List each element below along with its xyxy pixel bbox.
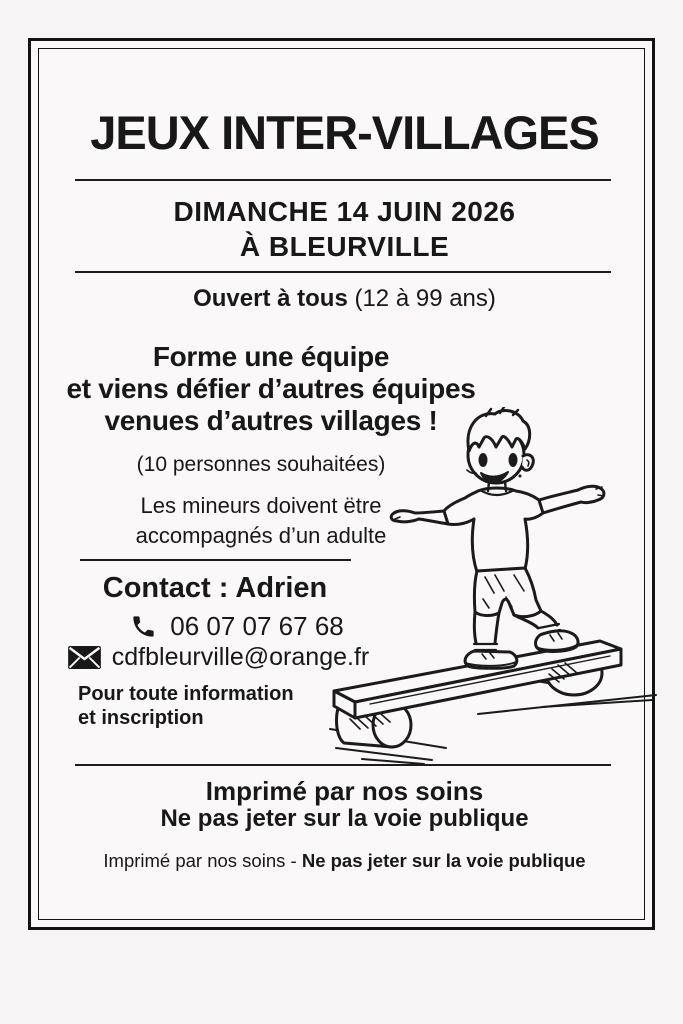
page-title: JEUX INTER-VILLAGES — [90, 106, 599, 159]
pitch-line-3: venues d’autres villages ! — [104, 405, 438, 436]
footer-small-line — [31, 850, 658, 872]
open-to-all-line — [31, 285, 658, 313]
info-block — [78, 682, 294, 730]
envelope-icon — [67, 645, 102, 670]
boy-balancing-illustration — [328, 407, 658, 765]
event-date: DIMANCHE 14 JUIN 2026 — [173, 196, 516, 227]
flyer-content — [31, 41, 658, 933]
divider-above-footer — [75, 764, 611, 766]
footer-small-prefix: Imprimé par nos soins - — [103, 850, 297, 871]
email-address: cdfbleurville@orange.fr — [111, 643, 370, 671]
flyer-outer-border — [28, 38, 655, 930]
divider-under-location — [75, 271, 611, 273]
footer-small-bold: Ne pas jeter sur la voie publique — [301, 850, 586, 871]
printed-by-line: Imprimé par nos soins — [205, 776, 484, 806]
divider-under-title — [75, 179, 611, 181]
minors-line-1: Les mineurs doivent ëtre — [140, 493, 382, 518]
pitch-line-2: et viens défier d’autres équipes — [66, 373, 476, 404]
phone-receiver-icon — [130, 613, 157, 640]
contact-heading: Contact : Adrien — [102, 572, 328, 604]
info-line-2: et inscription — [78, 707, 204, 729]
info-line-1: Pour toute information — [78, 683, 294, 705]
age-range: (12 à 99 ans) — [354, 285, 496, 312]
pitch-line-1: Forme une équipe — [152, 341, 390, 372]
minors-line-2: accompagnés d’un adulte — [135, 523, 387, 548]
open-to-all-bold: Ouvert à tous — [193, 285, 348, 312]
phone-number: 06 07 07 67 68 — [170, 611, 344, 641]
divider-above-contact — [80, 559, 351, 561]
no-litter-line: Ne pas jeter sur la voie publique — [160, 805, 529, 832]
team-size-note: (10 personnes souhaitées) — [136, 453, 386, 476]
event-location: À BLEURVILLE — [239, 231, 450, 262]
